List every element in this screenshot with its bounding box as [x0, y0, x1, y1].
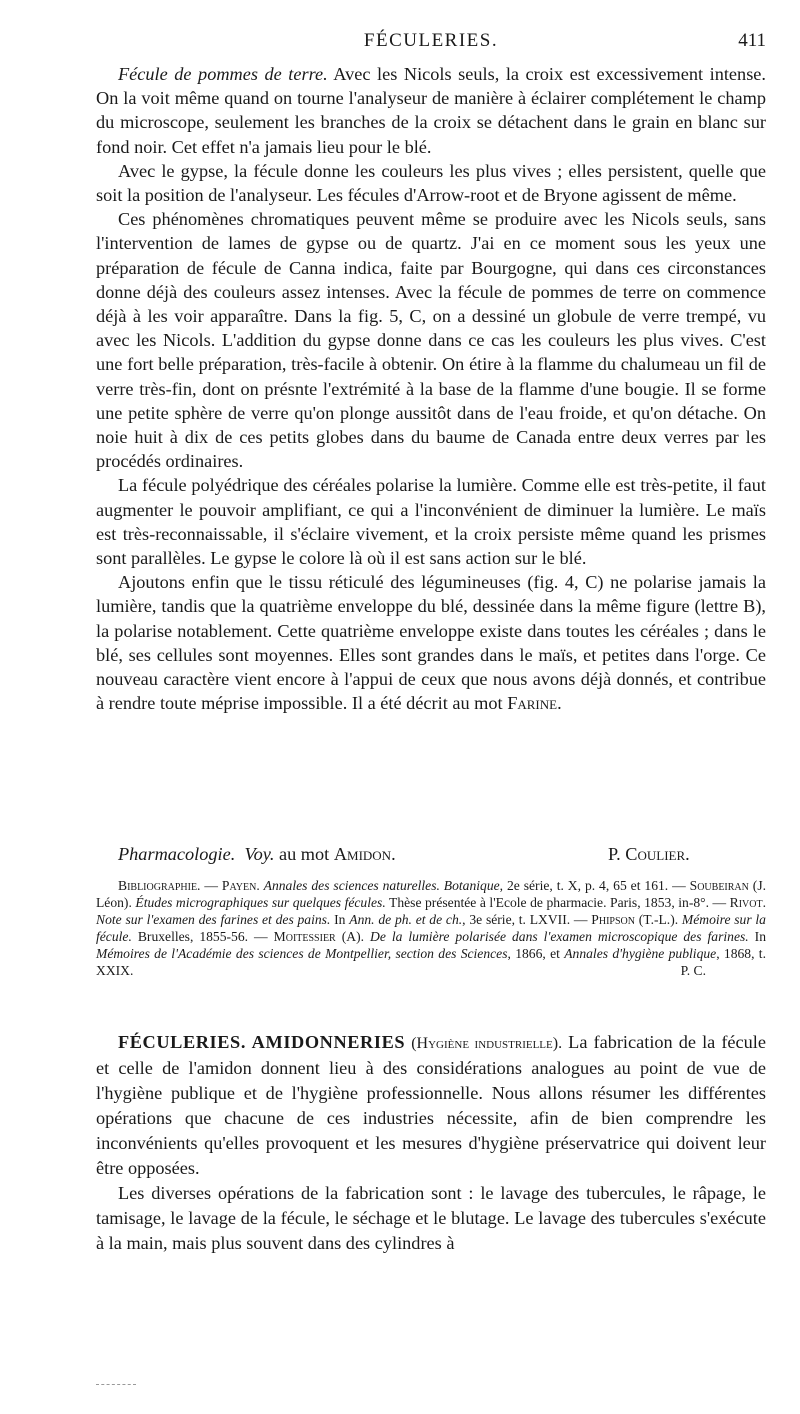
biblio-text: , 1866, et [507, 946, 565, 961]
cross-reference: Farine [507, 693, 558, 714]
paragraph-2: Avec le gypse, la fécule donne les couleurs les plus vives ; elles persistent, quelle que soit la position de l'analyseur. Les fécules d'Arrow-root et de Bryone agissent de même. [96, 160, 766, 206]
biblio-text: Bruxelles, 1855-56. — [131, 929, 274, 944]
paragraph-5-text: Ajoutons enfin que le tissu réticulé des légumineuses (fig. 4, C) ne polarise jamais la lumière, tandis que la quatrième enveloppe du blé, dessinée dans la même figure (lettre B), la polarise notablement. Cette quatrième enveloppe existe dans toutes les céréales ; dans le blé, ses cellules sont moyennes. Elles sont grandes dans le maïs, et petites dans l'orge. Ce nouveau caractère vient encore à l'appui de ceux que nous avons déjà donnés, et contribue à rendre toute méprise impossible. Il a été décrit au mot [96, 572, 766, 714]
bibliography-initials: P. C. [680, 963, 706, 978]
biblio-text: , 1868, t. XXIX. [96, 946, 766, 978]
author-phipson: Phipson [591, 912, 635, 927]
amidon-reference: Amidon [333, 844, 392, 864]
paragraph-3: Ces phénomènes chromatiques peuvent même se produire avec les Nicols seuls, sans l'intervention de lames de gypse ou de quartz. J'ai en ce moment sous les yeux une préparation de fécule de Canna indica, faite par Bourgogne, qui dans ces circonstances donne déjà des couleurs assez intenses. Avec la fécule de pommes de terre on commence déjà à les voir apparaître. Dans la fig. 5, C, on a dessiné un globule de verre trempé, vu avec les Nicols. L'addition du gypse donne dans ce cas les couleurs les plus vives. C'est une fort belle préparation, très-facile à obtenir. On étire à la flamme du chalumeau un fil de verre très-fin, dont on présnte l'extrémité à la base de la flamme d'une bougie. Il se forme une petite sphère de verre qu'on plonge aussitôt dans de l'eau froide, et qu'on détache. On noie huit à dix de ces petits globes dans du baume de Canada entre deux verres par les procédés ordinaires. [96, 209, 766, 472]
paragraph-1-text: Avec les Nicols seuls, la croix est excessivement intense. On la voit même quand on tourne l'analyseur de manière à éclairer complétement le champ du microscope, seulement les branches de la croix se détachent dans le grain en blanc sur fond noir. Cet effet n'a jamais lieu pour le blé. [96, 64, 766, 157]
journal-rivot: Ann. de ph. et de ch. [349, 912, 463, 927]
bibliography [96, 877, 766, 979]
author-rivot: Rivot [729, 895, 763, 910]
section-feculeries [96, 1030, 766, 1256]
paragraph-5 [96, 570, 766, 715]
reference-end: . [391, 844, 396, 864]
article-body [96, 62, 766, 715]
section-paragraph-1-text: La fabrication de la fécule et celle de l'amidon donnent lieu à des considérations analogues au point de vue de l'hygiène publique et de l'hygiène professionnelle. Nous allons résumer les différentes opérations que chacune de ces industries nécessite, afin de bien comprendre les inconvénients qu'elles provoquent et les mesures d'hygiène préservatrice qui doivent leur être opposées. [96, 1032, 766, 1178]
paragraph-1 [96, 62, 766, 159]
biblio-text: (T.-L.). [634, 912, 682, 927]
paragraph-4: La fécule polyédrique des céréales polarise la lumière. Comme elle est très-petite, il faut augmenter le pouvoir amplifiant, ce qui a l'inconvénient de diminuer la lumière. Le maïs est très-reconnaissable, il s'éclaire vivement, et la croix persiste même quand les prismes sont parallèles. Le gypse le colore là où il est sans action sur le blé. [96, 475, 766, 569]
biblio-text: In [330, 912, 350, 927]
author-payen: Payen [221, 878, 257, 893]
running-head [96, 30, 766, 56]
biblio-text: . [762, 895, 766, 910]
section-paragraph-2: Les diverses opérations de la fabrication sont : le lavage des tubercules, le râpage, le tamisage, le lavage de la fécule, le séchage et le blutage. Le lavage des tubercules s'exécute à la main, mais plus souvent dans des cylindres à [96, 1183, 766, 1253]
title-soubeiran: Études micrographiques sur quelques fécules. [135, 895, 386, 910]
running-title: FÉCULERIES. [363, 30, 499, 51]
title-moitessier: De la lumière polarisée dans l'examen microscopique des farines. [370, 929, 749, 944]
bibliography-text: Bibliographie. — Payen. Annales des sciences naturelles. Botanique, 2e série, t. X, p. 4, 65 et 161. — Soubeiran (J. Léon). Études micrographiques sur quelques fécules. Thèse présentée à l'Ecole de pharmacie. Paris, 1853, in-8°. — Rivot. Note sur l'examen des farines et des pains. In Ann. de ph. et de ch., 3e série, t. LXVII. — Phipson (T.-L.). Mémoire sur la fécule. Bruxelles, 1855-56. — Moitessier (A). De la lumière polarisée dans l'examen microscopique des farines. In Mémoires de l'Académie des sciences de Montpellier, section des Sciences, 1866, et Annales d'hygiène publique, 1868, t. XXIX. P. C. [96, 878, 767, 978]
journal-memoires: Mémoires de l'Académie des sciences de Montpellier, section des Sciences [96, 946, 508, 961]
voy-label: Voy. [244, 844, 275, 864]
paragraph-5-end: . [557, 693, 562, 714]
pharmacology-reference [118, 844, 396, 865]
biblio-text: Thèse présentée à l'Ecole de pharmacie. Paris, 1853, in-8°. — [385, 895, 730, 910]
journal-annales: Annales d'hygiène publique [564, 946, 717, 961]
page-number: 411 [738, 30, 766, 51]
pharmacology-label: Pharmacologie. [118, 844, 236, 864]
section-heading: FÉCULERIES. AMIDONNERIES [118, 1032, 406, 1052]
biblio-text: (A). [335, 929, 370, 944]
author-moitessier: Moitessier [273, 929, 336, 944]
biblio-sep: — [200, 878, 222, 893]
biblio-text: , 3e série, t. LXVII. — [462, 912, 592, 927]
title-rivot: Note sur l'examen des farines et des pains. [96, 912, 331, 927]
biblio-text: In [748, 929, 766, 944]
signature-line [118, 844, 718, 870]
biblio-text: (J. Léon). [96, 878, 767, 910]
au-mot-text: au mot [274, 844, 334, 864]
biblio-text: , 2e série, t. X, p. 4, 65 et 161. — [499, 878, 690, 893]
title-payen: Annales des sciences naturelles. Botanique [263, 878, 500, 893]
title-phipson: Mémoire sur la fécule. [96, 912, 766, 944]
footer-rule [96, 1384, 136, 1385]
section-tag: (Hygiène industrielle). [411, 1035, 563, 1052]
author-soubeiran: Soubeiran [689, 878, 749, 893]
author-signature: P. Coulier. [608, 844, 690, 864]
section-paragraph-1 [96, 1030, 766, 1181]
paragraph-lead: Fécule de pommes de terre. [118, 64, 328, 84]
bibliography-label: Bibliographie. [118, 878, 201, 893]
